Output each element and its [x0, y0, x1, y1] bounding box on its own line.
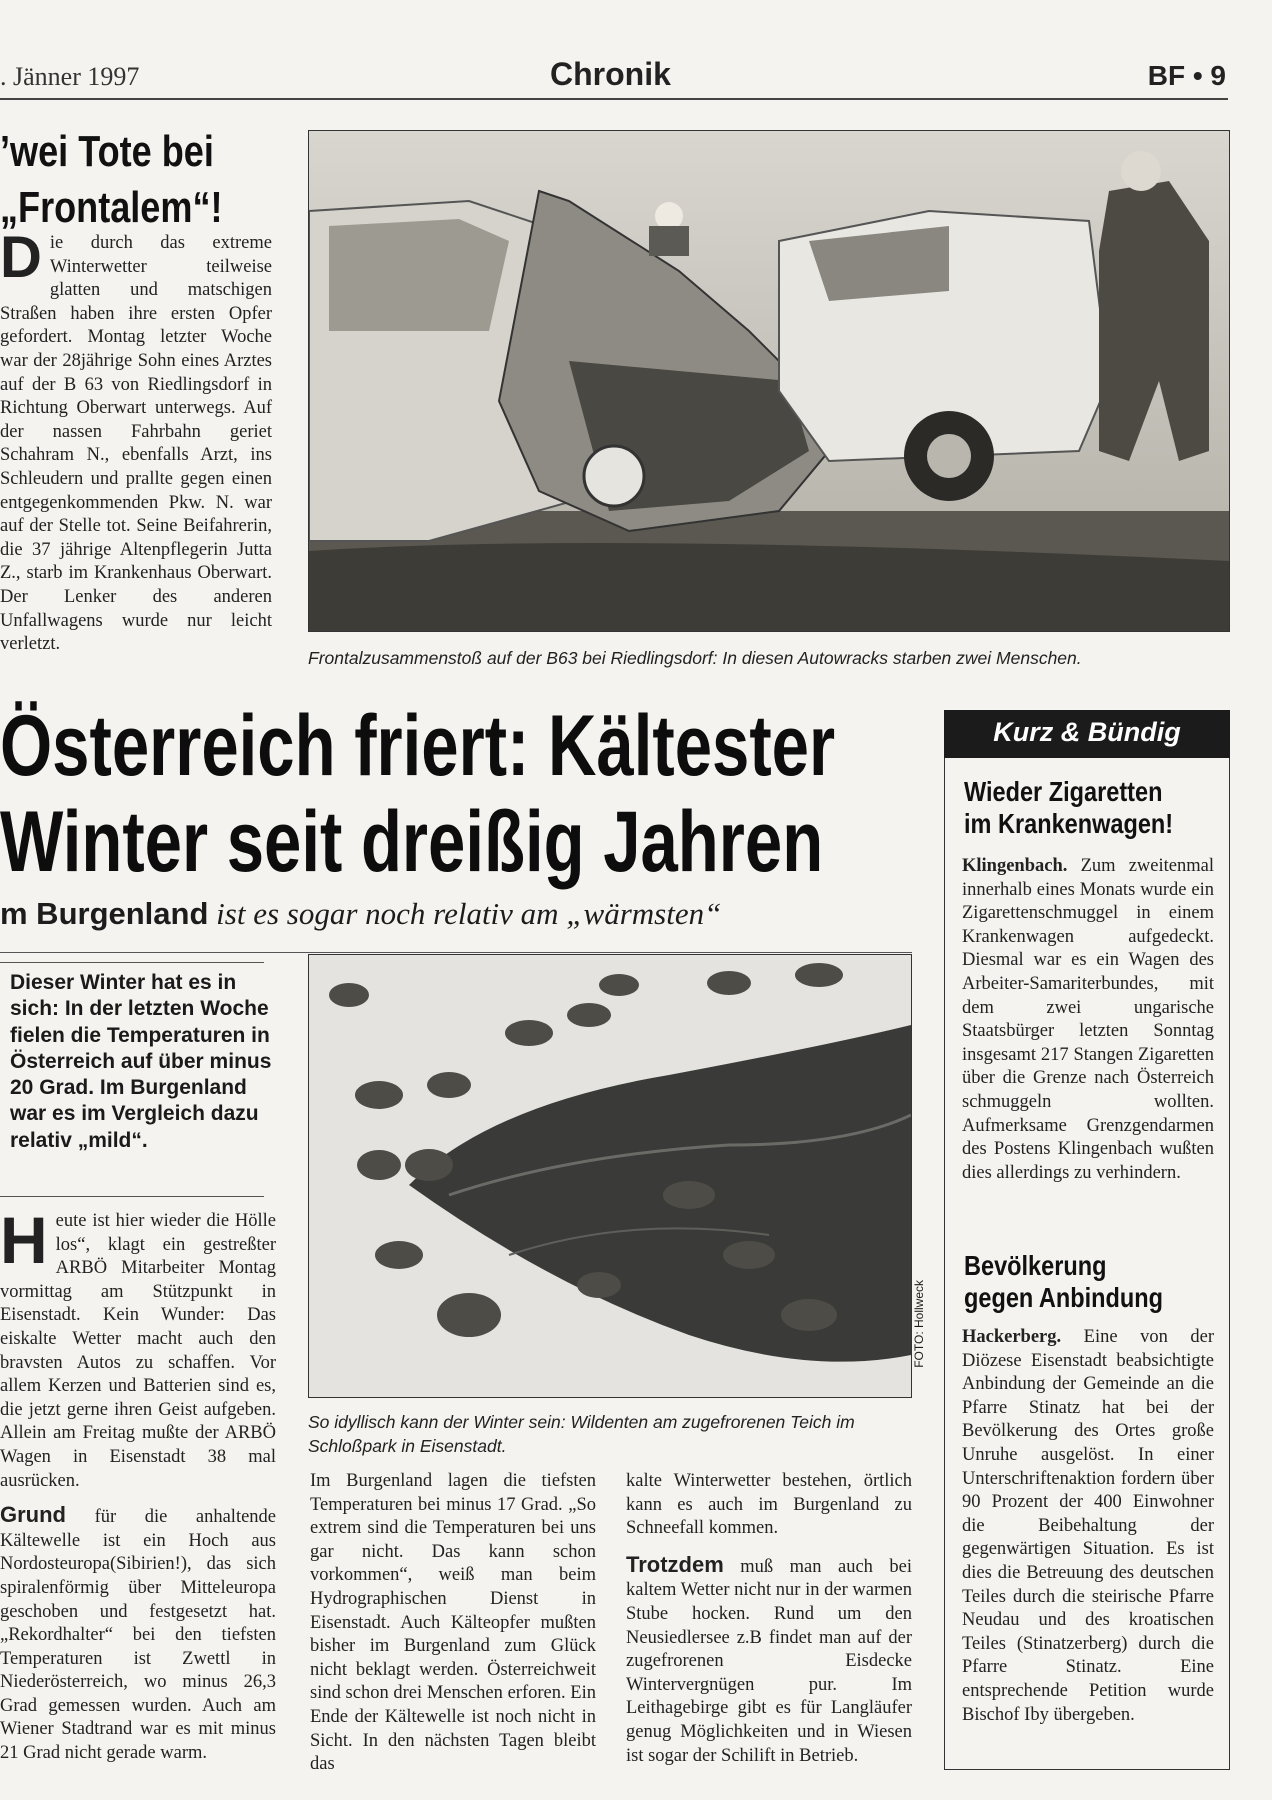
subhead-italic: ist es sogar noch relativ am „wärmsten“: [208, 896, 722, 931]
top-headline-line1: ’wei Tote bei: [0, 127, 214, 176]
sidebar-item2-place: Hackerberg.: [962, 1327, 1062, 1347]
page-number: BF • 9: [1147, 60, 1226, 91]
main-col1-paragraph-2: [0, 1503, 276, 1766]
top-article-body: [0, 225, 272, 657]
sidebar-heading: Kurz & Bündig: [993, 717, 1181, 747]
main-lead: Dieser Winter hat es in sich: In der letzten Woche fielen die Temperaturen in Österreich auf über minus 20 Grad. Im Burgenland war es im Vergleich dazu relativ „mild“.: [10, 971, 272, 1152]
issue-date: . Jänner 1997: [0, 62, 140, 91]
main-col3-text-2: muß man auch bei kaltem Wetter nicht nur in der warmen Stube hocken. Rund um den Neusiedlersee z.B findet man auf der zugefrorenen Eisdecke Wintervergnügen pur. Im Leithagebirge gibt es für Langläufer genug Möglichkeiten und in Wiesen ist sogar der Schilift in Betrieb.: [626, 1556, 912, 1766]
top-headline-line2: „Frontalem“!: [0, 183, 223, 232]
car-crash-illustration: [309, 131, 1229, 631]
sidebar-item1-place: Klingenbach.: [962, 856, 1068, 876]
sidebar-item1-body: [962, 855, 1214, 1185]
main-headline-line1: Österreich friert: Kältester: [0, 698, 836, 794]
sidebar-item1-title-line2: im Krankenwagen!: [964, 808, 1174, 839]
photo-credit: FOTO: Hollweck: [912, 1280, 926, 1368]
sidebar-item1-text: Zum zweitenmal innerhalb eines Monats wurde ein Zigarettenschmuggel in einem Krankenwagen aufgedeckt. Diesmal war es ein Wagen des Arbeiter-Samariterbundes, mit dem zwei ungarische Staatsbürger letzten Sonntag insgesamt 217 Stangen Zigaretten über die Grenze nach Österreich schmuggeln wollten. Aufmerksame Grenzgendarmen des Postens Klingenbach wußten dies allerdings zu verhindern.: [962, 856, 1214, 1183]
main-headline-line2: Winter seit dreißig Jahren: [0, 794, 824, 890]
main-col1-text-2: für die anhaltende Kältewelle ist ein Hoch aus Nordosteuropa(Sibirien!), das sich spiralenförmig über Mitteleuropa geschoben und festgesetzt hat. „Rekordhalter“ bei den tiefsten Temperaturen ist Zwettl in Niederösterreich, wo minus 26,3 Grad gemessen wurden. Auch am Wiener Stadtrand war es mit minus 21 Grad nicht gerade warm.: [0, 1507, 276, 1764]
sidebar-item2-title-line2: gegen Anbindung: [964, 1282, 1164, 1313]
top-article-headline: [0, 124, 223, 236]
section-title: Chronik: [550, 56, 671, 92]
ducks-photo: [308, 954, 912, 1398]
car-crash-caption: Frontalzusammenstoß auf der B63 bei Riedlingsdorf: In diesen Autowracks starben zwei Menschen.: [308, 648, 1082, 668]
top-article-text: ie durch das extreme Winterwetter teilweise glatten und matschigen Straßen haben ihre ersten Opfer gefordert. Montag letzter Woche war der 28jährige Sohn eines Arztes auf der B 63 von Riedlingsdorf in Richtung Oberwart unterwegs. Auf der nassen Fahrbahn geriet Schahram N., ebenfalls Arzt, ins Schleudern und prallte gegen einen entgegenkommenden Pkw. N. war auf der Stelle tot. Seine Beifahrerin, die 37 jährige Altenpflegerin Jutta Z., starb im Krankenhaus Oberwart. Der Lenker des anderen Unfallwagens wurde nur leicht verletzt.: [0, 233, 272, 655]
sidebar-item1-title-line1: Wieder Zigaretten: [964, 776, 1163, 807]
main-col3-paragraph-2: [626, 1553, 912, 1768]
sidebar-item1-title: [964, 776, 1173, 840]
main-subheadline: [0, 896, 721, 932]
lead-rule-bottom: [0, 1196, 264, 1197]
main-article-column-2: Im Burgenland lagen die tiefsten Temperaturen bei minus 17 Grad. „So extrem sind die Temperaturen bei uns gar nicht. Das kann schon vorkommen“, weiß man beim Hydrographischen Dienst in Eisenstadt. Auch Kälteopfer mußten bisher im Burgenland zum Glück nicht beklagt werden. Österreichweit sind schon drei Menschen erforen. Ein Ende der Kältewelle ist noch nicht in Sicht. In den nächsten Tagen bleibt das: [310, 1471, 596, 1775]
sidebar-item2-text: Eine von der Diözese Eisenstadt beabsichtigte Anbindung der Gemeinde an die Pfarre Stinatz hat bei der Bevölkerung des Ortes große Unruhe ausgelöst. In einer Unterschriftenaktion fordern über 90 Prozent der 400 Einwohner die Beibehaltung der gegenwärtigen Situation. Es ist dies die Betreuung des deutschen Teiles durch die steirische Pfarre Neudau und des kroatischen Teiles (Stinatzerberg) durch die Pfarre Stinatz. Eine entsprechende Petition wurde Bischof Iby übergeben.: [962, 1327, 1214, 1725]
main-col3-paragraph-1: kalte Winterwetter bestehen, örtlich kann es auch im Burgenland zu Schneefall kommen.: [626, 1471, 912, 1539]
main-col1-paragraph-1: [0, 1203, 276, 1493]
grund-runin: Grund: [0, 1502, 66, 1528]
ducks-caption: So idyllisch kann der Winter sein: Wildenten am zugefrorenen Teich im Schloßpark in Eisenstadt.: [308, 1412, 855, 1456]
trotzdem-runin: Trotzdem: [626, 1551, 724, 1577]
main-col1-text: eute ist hier wieder die Hölle los“, klagt ein gestreßter ARBÖ Mitarbeiter Montag vormittag am Stützpunkt in Eisenstadt. Kein Wunder: Das eiskalte Wetter macht auch den bravsten Autos zu schaffen. Vor allem Kerzen und Batterien sind es, die jetzt gerne ihren Geist aufgeben. Allein am Freitag mußte der ARBÖ Wagen in Eisenstadt 38 mal ausrücken.: [0, 1211, 276, 1491]
subhead-rule: [0, 952, 912, 953]
sidebar-item2-body: [962, 1326, 1214, 1727]
main-article-column-3: [626, 1470, 912, 1768]
main-article-column-1: [0, 1203, 276, 1766]
main-dropcap: H: [0, 1203, 48, 1277]
sidebar-item2-title: [964, 1250, 1163, 1314]
car-crash-photo: [308, 130, 1230, 632]
sidebar-item2-title-line1: Bevölkerung: [964, 1250, 1107, 1281]
ducks-illustration: [309, 955, 911, 1397]
top-article-dropcap: D: [0, 225, 42, 290]
lead-rule-top: [0, 962, 264, 963]
subhead-bold: m Burgenland: [0, 896, 209, 931]
header-rule: [0, 98, 1228, 100]
